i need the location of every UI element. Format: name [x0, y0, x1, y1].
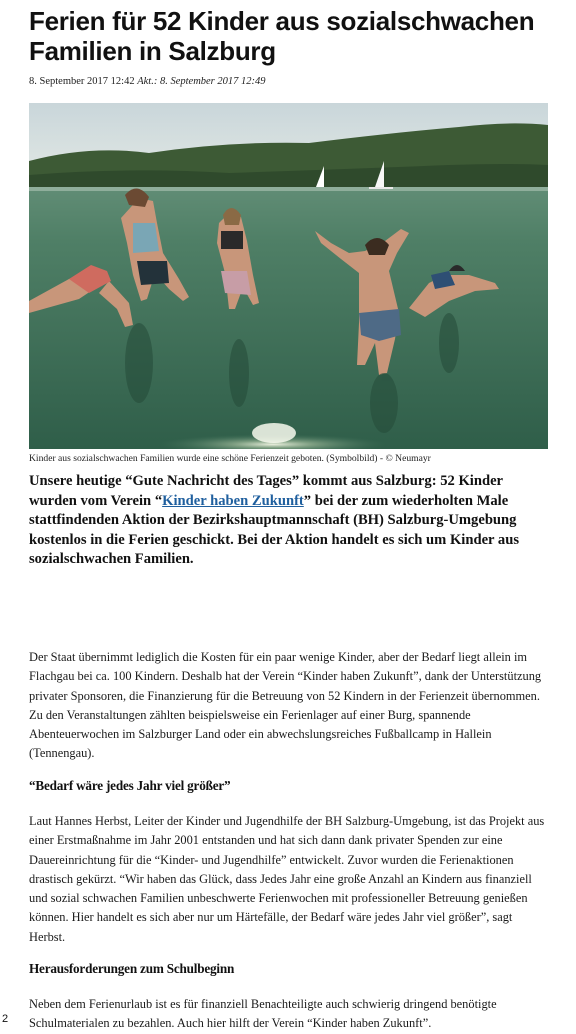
updated-date: 8. September 2017 12:49: [159, 76, 266, 87]
publish-date: 8. September 2017 12:42: [29, 76, 135, 87]
subheading-schulbeginn: Herausforderungen zum Schulbeginn: [29, 961, 235, 976]
paragraph-2: Laut Hannes Herbst, Leiter der Kinder und Jugendhilfe der BH Salzburg-Umgebung, ist das Projekt aus einer Erstmaßnahme im Jahr 2001 entstanden und hat sich dann dank privater Spenden zur eine Dauereinrichtung für die “Kinder- und Jugendhilfe” entwickelt. Zuvor wurden die Ferienaktionen drastisch gekürzt. “Wir haben das Glück, dass Jedes Jahr eine große Anzahl an Kindern aus finanziell und sozial schwachen Familien unbeschwerte Ferienwochen mit professioneller Betreuung genießen können. Hier handelt es sich aber nur um Härtefälle, der Bedarf wäre jedes Jahr viel größer”, sagt Herbst.: [29, 814, 545, 944]
paragraph-3: Neben dem Ferienurlaub ist es für finanziell Benachteiligte auch schwierig dringend benötigte Schulmaterialen zu bezahlen. Auch hier hilft der Verein “Kinder haben Zukunft”.: [29, 997, 497, 1031]
article: [29, 0, 548, 1031]
page-number: 2: [2, 1013, 9, 1025]
article-lead: [29, 472, 548, 570]
paragraph-1: Der Staat übernimmt lediglich die Kosten für ein paar wenige Kinder, aber der Bedarf liegt allein im Flachgau bei ca. 100 Kindern. Deshalb hat der Verein “Kinder haben Zukunft”, dank der Unterstützung privater Sponsoren, die Finanzierung für die Betreuung von 52 Kindern in der Ferienzeit übernommen. Zu den Veranstaltungen zählten beispielsweise ein Ferienlager auf einer Burg, spannende Abenteuerwochen im Salzburger Land oder ein abwechslungsreiches Fußballcamp in Hallein (Tennengau).: [29, 650, 542, 761]
lake-jump-photo: [29, 103, 548, 449]
image-caption: Kinder aus sozialschwachen Familien wurde eine schöne Ferienzeit geboten. (Symbolbild) - © Neumayr: [29, 453, 431, 464]
subheading-bedarf: “Bedarf wäre jedes Jahr viel größer”: [29, 778, 231, 793]
link-kinder-haben-zukunft[interactable]: Kinder haben Zukunft: [162, 492, 304, 509]
article-photo: [29, 103, 548, 449]
article-meta: [29, 76, 548, 90]
lead-text-before: Unsere heutige “Gute Nachricht des Tages” kommt aus Salzburg: 52 Kinder wurden vom Verein “: [29, 473, 503, 509]
lead-text-after: ” bei der zum wiederholten Male stattfindenden Aktion der Bezirkshauptmannschaft (BH) Salzburg-Umgebung kostenlos in die Ferien geschickt. Bei der Aktion handelt es sich um Kinder aus sozialschwachen Familien.: [29, 492, 520, 568]
updated-label: Akt.:: [137, 76, 158, 87]
article-title: Ferien für 52 Kinder aus sozialschwachen Familien in Salzburg: [29, 6, 535, 66]
